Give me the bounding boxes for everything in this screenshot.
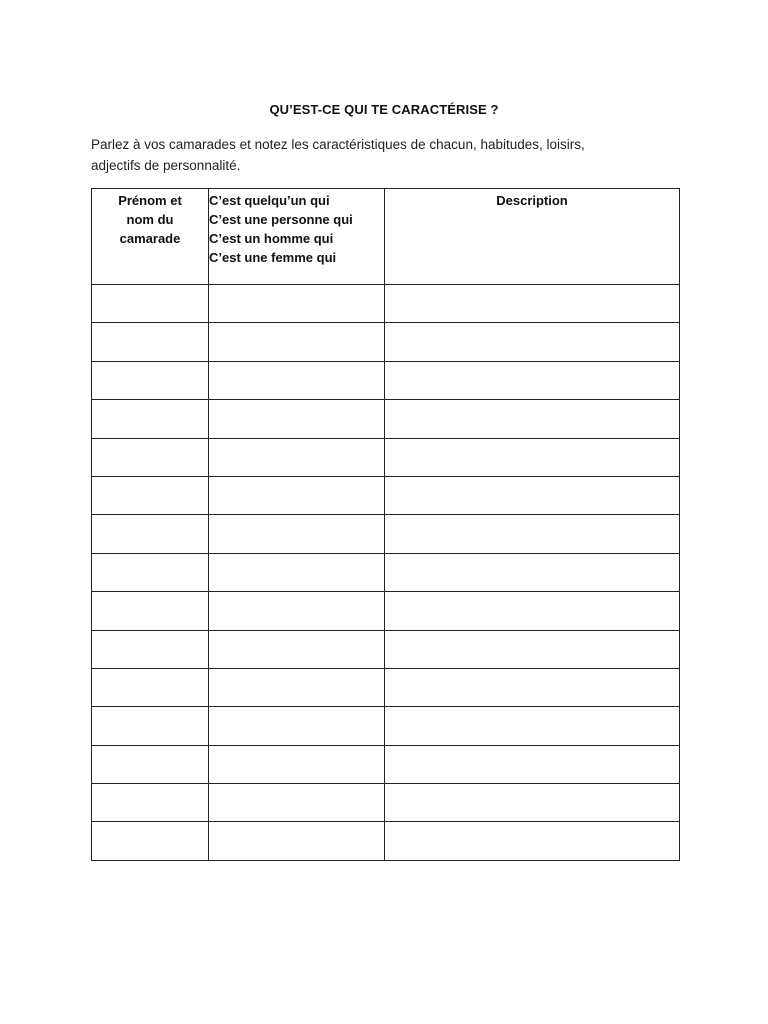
cell-sentence-starter[interactable] bbox=[209, 784, 385, 822]
cell-sentence-starter[interactable] bbox=[209, 668, 385, 706]
cell-description[interactable] bbox=[385, 745, 680, 783]
cell-classmate-name[interactable] bbox=[92, 707, 209, 745]
cell-description[interactable] bbox=[385, 323, 680, 361]
table-row bbox=[92, 822, 680, 860]
cell-description[interactable] bbox=[385, 822, 680, 860]
table-row bbox=[92, 668, 680, 706]
table-row bbox=[92, 745, 680, 783]
cell-sentence-starter[interactable] bbox=[209, 822, 385, 860]
cell-classmate-name[interactable] bbox=[92, 668, 209, 706]
table-row bbox=[92, 630, 680, 668]
table-row bbox=[92, 515, 680, 553]
cell-description[interactable] bbox=[385, 707, 680, 745]
table-header-row bbox=[92, 189, 680, 285]
cell-classmate-name[interactable] bbox=[92, 476, 209, 514]
cell-description[interactable] bbox=[385, 476, 680, 514]
cell-sentence-starter[interactable] bbox=[209, 707, 385, 745]
table-row bbox=[92, 400, 680, 438]
cell-sentence-starter[interactable] bbox=[209, 438, 385, 476]
header-description: Description bbox=[385, 189, 680, 285]
header-phrase: C’est une personne qui bbox=[209, 212, 353, 227]
cell-classmate-name[interactable] bbox=[92, 515, 209, 553]
cell-classmate-name[interactable] bbox=[92, 745, 209, 783]
cell-sentence-starter[interactable] bbox=[209, 323, 385, 361]
cell-classmate-name[interactable] bbox=[92, 438, 209, 476]
cell-description[interactable] bbox=[385, 668, 680, 706]
cell-classmate-name[interactable] bbox=[92, 553, 209, 591]
table-row bbox=[92, 285, 680, 323]
cell-description[interactable] bbox=[385, 285, 680, 323]
header-phrase: C’est quelqu’un qui bbox=[209, 193, 330, 208]
header-phrase: C’est une femme qui bbox=[209, 250, 337, 265]
cell-classmate-name[interactable] bbox=[92, 361, 209, 399]
table-row bbox=[92, 438, 680, 476]
cell-sentence-starter[interactable] bbox=[209, 361, 385, 399]
cell-description[interactable] bbox=[385, 515, 680, 553]
table-row bbox=[92, 707, 680, 745]
header-classmate-name bbox=[92, 189, 209, 285]
cell-sentence-starter[interactable] bbox=[209, 630, 385, 668]
worksheet-title: QU’EST-CE QUI TE CARACTÉRISE ? bbox=[269, 102, 499, 117]
classmates-table bbox=[91, 188, 680, 861]
cell-classmate-name[interactable] bbox=[92, 323, 209, 361]
header-name-line: Prénom et bbox=[118, 193, 182, 208]
cell-sentence-starter[interactable] bbox=[209, 515, 385, 553]
table-row bbox=[92, 476, 680, 514]
cell-sentence-starter[interactable] bbox=[209, 553, 385, 591]
cell-sentence-starter[interactable] bbox=[209, 745, 385, 783]
instructions-paragraph bbox=[91, 134, 651, 176]
cell-classmate-name[interactable] bbox=[92, 400, 209, 438]
cell-sentence-starter[interactable] bbox=[209, 592, 385, 630]
header-name-line: nom du bbox=[126, 212, 174, 227]
cell-description[interactable] bbox=[385, 361, 680, 399]
table-row bbox=[92, 361, 680, 399]
cell-sentence-starter[interactable] bbox=[209, 476, 385, 514]
cell-sentence-starter[interactable] bbox=[209, 285, 385, 323]
cell-classmate-name[interactable] bbox=[92, 592, 209, 630]
cell-sentence-starter[interactable] bbox=[209, 400, 385, 438]
instructions-line: adjectifs de personnalité. bbox=[91, 158, 241, 173]
cell-description[interactable] bbox=[385, 438, 680, 476]
table-row bbox=[92, 592, 680, 630]
cell-description[interactable] bbox=[385, 784, 680, 822]
table-body bbox=[92, 285, 680, 861]
cell-description[interactable] bbox=[385, 630, 680, 668]
table-row bbox=[92, 553, 680, 591]
table-row bbox=[92, 784, 680, 822]
header-name-line: camarade bbox=[119, 231, 181, 246]
cell-classmate-name[interactable] bbox=[92, 784, 209, 822]
cell-classmate-name[interactable] bbox=[92, 822, 209, 860]
header-sentence-starters bbox=[209, 189, 385, 285]
cell-description[interactable] bbox=[385, 400, 680, 438]
instructions-line: Parlez à vos camarades et notez les caractéristiques de chacun, habitudes, loisirs, bbox=[91, 137, 585, 152]
cell-classmate-name[interactable] bbox=[92, 285, 209, 323]
cell-classmate-name[interactable] bbox=[92, 630, 209, 668]
table-row bbox=[92, 323, 680, 361]
header-phrase: C’est un homme qui bbox=[209, 231, 334, 246]
cell-description[interactable] bbox=[385, 553, 680, 591]
cell-description[interactable] bbox=[385, 592, 680, 630]
